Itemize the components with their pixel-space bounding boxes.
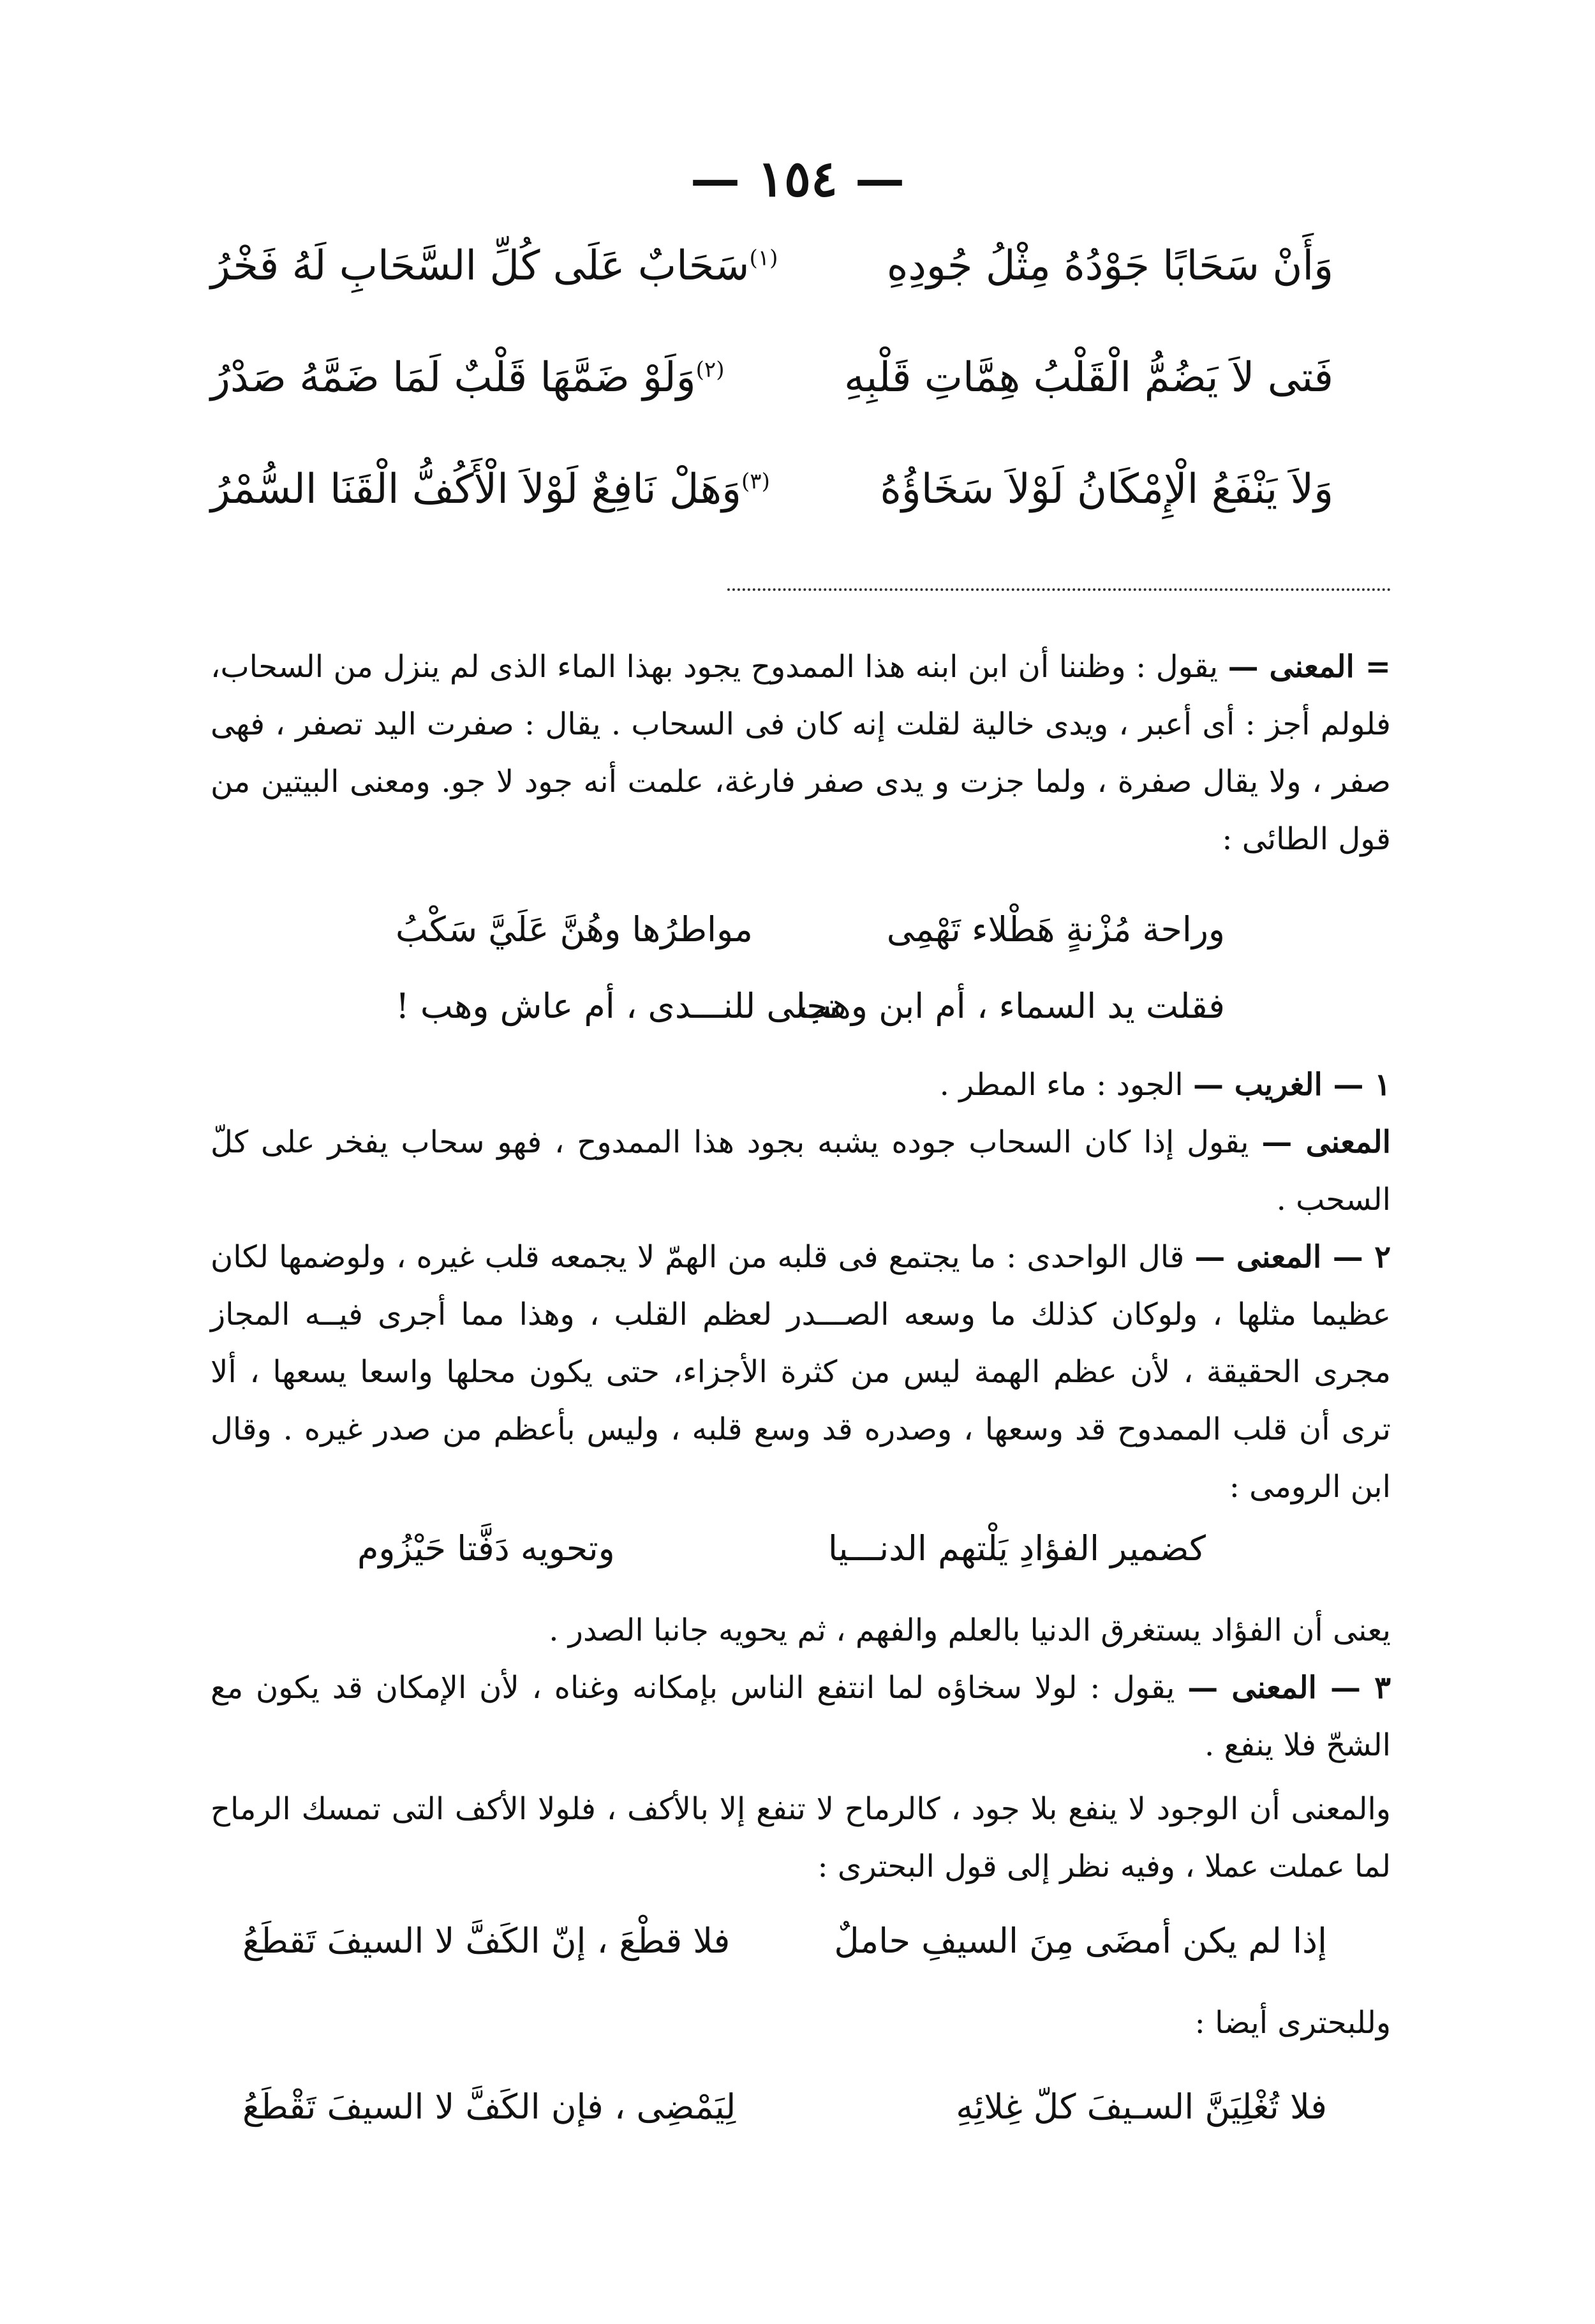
quoted-verse-1-second: مواطرُها وهُنَّ عَلَيَّ سَكْبُ xyxy=(396,909,753,950)
footnote-2-meaning: ٢ — المعنى — قال الواحدى : ما يجتمع فى قلبه من الهمّ لا يجمعه قلب غيره ، ولوضمها لكان عظيما مثلها ، ولوكان كذلك ما وسعه الصـــدر لعظم القلب ، وهذا مما أجرى فيــه المجاز مجرى الحقيقة ، لأن عظم الهمة ليس من كثرة الأجزاء، حتى يكون محلها واسعا يسعها ، ألا ترى أن قلب الممدوح قد وسعها ، وصدره قد وسع قلبه ، وليس بأعظم من صدر غيره . وقال ابن الرومى : xyxy=(211,1239,1391,1505)
footnote-1-gloss: ١ — الغريب — الجود : ماء المطر . xyxy=(939,1067,1391,1103)
verse-2-second-hemistich: $^{(٢)}$وَلَوْ ضَمَّهَا قَلْبٌ لَمَا ضَمَّهُ صَدْرُ xyxy=(211,354,725,401)
quoted-verse-4-second: فلا قطْعَ ، إنّ الكَفَّ لا السيفَ تَقطَعُ xyxy=(242,1921,731,1961)
commentary-lead: = المعنى — xyxy=(1228,649,1391,685)
quoted-verse-2 xyxy=(396,986,1225,1031)
verse-1-second-hemistich: $^{(١)}$سَحَابٌ عَلَى كُلِّ السَّحَابِ لَهُ فَخْرُ xyxy=(211,242,778,290)
poem-verse-2 xyxy=(211,354,1333,408)
footnote-divider xyxy=(727,588,1391,591)
footnote-1-meaning: المعنى — يقول إذا كان السحاب جوده يشبه بجود هذا الممدوح ، فهو سحاب يفخر على كلّ السحب . xyxy=(211,1124,1391,1218)
commentary-paragraph-1: = المعنى — يقول : وظننا أن ابن ابنه هذا الممدوح يجود بهذا الماء الذى لم ينزل من السحاب، فلولم أجز : أى أعبر ، ويدى خالية لقلت إنه كان فى السحاب . يقال : صفرت اليد تصفر ، فهى صفر ، ولا يقال صفرة ، ولما جزت و يدى صفر فارغة، علمت أنه جود لا جو. ومعنى البيتين من قول الطائى : xyxy=(211,649,1391,857)
poem-verse-3 xyxy=(211,466,1333,520)
poem-verse-1 xyxy=(211,242,1333,297)
quoted-verse-1-first: وراحة مُزْنةٍ هَطْلاء تَهْمِى xyxy=(886,909,1225,950)
footnote-marker-1: (١) xyxy=(749,245,778,271)
quoted-verse-3-second: وتحويه دَفَّتا حَيْزُوم xyxy=(357,1528,615,1568)
quoted-verse-2-second: تجلى للنـــدى ، أم عاش وهب ! xyxy=(396,986,839,1026)
verse-3-first-hemistich: وَلاَ يَنْفَعُ الْإِمْكَانُ لَوْلاَ سَخَاؤُهُ xyxy=(880,466,1333,513)
also-buhturi-note: وللبحترى أيضا : xyxy=(1194,2005,1391,2041)
quoted-verse-5-second: لِيَمْضِى ، فإن الكَفَّ لا السيفَ تَقْطَعُ xyxy=(242,2087,736,2127)
verse-3-second-hemistich: $^{(٣)}$وَهَلْ نَافِعٌ لَوْلاَ الْأَكُفُّ الْقَنَا السُّمْرُ xyxy=(211,466,770,513)
commentary-after-quote: يعنى أن الفؤاد يستغرق الدنيا بالعلم والفهم ، ثم يحويه جانبا الصدر . xyxy=(549,1613,1391,1648)
footnote-marker-3: (٣) xyxy=(741,468,770,495)
verse-1-first-hemistich: وَأَنْ سَحَابًا جَوْدُهُ مِثْلُ جُودِهِ xyxy=(886,242,1333,290)
quoted-verse-4 xyxy=(242,1921,1327,1965)
footnote-marker-2: (٢) xyxy=(695,357,725,383)
quoted-verse-4-first: إذا لم يكن أمضَى مِنَ السيفِ حاملٌ xyxy=(834,1921,1327,1961)
verse-2-first-hemistich: فَتى لاَ يَضُمُّ الْقَلْبُ هِمَّاتِ قَلْبِهِ xyxy=(844,354,1333,401)
quoted-verse-5-first: فلا تُغْلِيَنَّ السـيفَ كلّ غِلائِهِ xyxy=(956,2087,1327,2127)
quoted-verse-5 xyxy=(242,2087,1327,2131)
quoted-verse-2-first: فقلت يد السماء ، أم ابن وهب xyxy=(799,986,1225,1026)
page-number: — ١٥٤ — xyxy=(690,150,905,208)
quoted-verse-3-first: كضمير الفؤادِ يَلْتهم الدنـــيا xyxy=(827,1528,1206,1568)
quoted-verse-3 xyxy=(357,1528,1206,1573)
footnote-3-meaning: ٣ — المعنى — يقول : لولا سخاؤه لما انتفع الناس بإمكانه وغناه ، لأن الإمكان قد يكون مع الشحّ فلا ينفع . xyxy=(211,1670,1391,1763)
quoted-verse-1 xyxy=(396,909,1225,954)
footnote-3-continuation: والمعنى أن الوجود لا ينفع بلا جود ، كالرماح لا تنفع إلا بالأكف ، فلولا الأكف التى تمسك الرماح لما عملت عملا ، وفيه نظر إلى قول البحترى : xyxy=(211,1791,1391,1884)
